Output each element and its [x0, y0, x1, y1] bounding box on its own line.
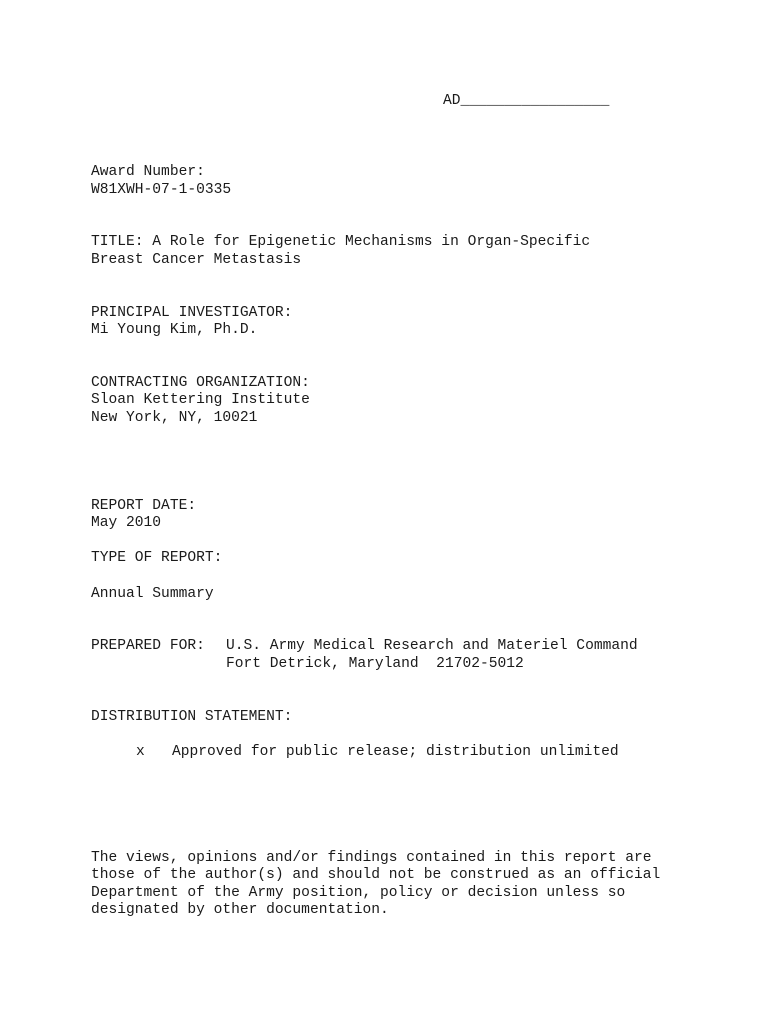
disclaimer-line-3: Department of the Army position, policy or decision unless so — [91, 885, 626, 901]
contracting-organization-label: CONTRACTING ORGANIZATION: — [91, 375, 310, 391]
disclaimer-line-4: designated by other documentation. — [91, 902, 389, 918]
report-type-label: TYPE OF REPORT: — [91, 550, 223, 566]
prepared-for-label: PREPARED FOR: — [91, 638, 205, 654]
principal-investigator-label: PRINCIPAL INVESTIGATOR: — [91, 305, 293, 321]
award-number-label: Award Number: — [91, 164, 205, 180]
prepared-for-address: Fort Detrick, Maryland 21702-5012 — [226, 656, 524, 672]
report-title-line-1: TITLE: A Role for Epigenetic Mechanisms in Organ-Specific — [91, 234, 591, 250]
principal-investigator-name: Mi Young Kim, Ph.D. — [91, 322, 258, 338]
award-number-value: W81XWH-07-1-0335 — [91, 182, 232, 198]
report-date-value: May 2010 — [91, 515, 162, 531]
distribution-checkmark: x — [136, 744, 145, 760]
contracting-organization-name: Sloan Kettering Institute — [91, 392, 310, 408]
distribution-statement-label: DISTRIBUTION STATEMENT: — [91, 709, 293, 725]
disclaimer-line-1: The views, opinions and/or findings contained in this report are — [91, 850, 652, 866]
report-date-label: REPORT DATE: — [91, 498, 197, 514]
disclaimer-line-2: those of the author(s) and should not be construed as an official — [91, 867, 661, 883]
report-title-line-2: Breast Cancer Metastasis — [91, 252, 302, 268]
prepared-for-organization: U.S. Army Medical Research and Materiel Command — [226, 638, 638, 654]
ad-number-field: AD_________________ — [443, 93, 610, 109]
distribution-statement-text: Approved for public release; distribution unlimited — [172, 744, 619, 760]
contracting-organization-address: New York, NY, 10021 — [91, 410, 258, 426]
report-type-value: Annual Summary — [91, 586, 214, 602]
